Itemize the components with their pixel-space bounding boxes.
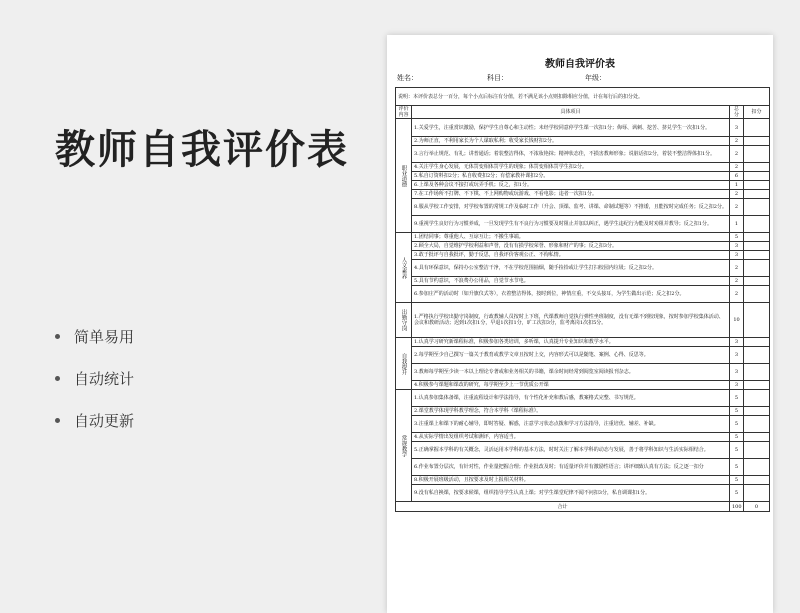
item-text: 3.言行举止规范、有礼；讲普通话；着装整洁得体，不浓妆艳抹；精神状态佳，不损害教师形象；说脏话扣2分，着装不整洁得体扣1分。 xyxy=(412,146,730,163)
item-score: 3 xyxy=(730,338,744,347)
feature-item xyxy=(55,357,134,399)
item-score: 2 xyxy=(730,137,744,146)
item-deduct[interactable] xyxy=(744,181,770,190)
item-deduct[interactable] xyxy=(744,347,770,364)
item-score: 5 xyxy=(730,476,744,485)
table-row xyxy=(396,119,770,137)
table-row xyxy=(396,286,770,303)
item-text: 4.从实际学情出发组织考试和测评，内容适当。 xyxy=(412,433,730,442)
table-row xyxy=(396,390,770,407)
item-text: 1.关爱学生，注重赏识激励，保护学生自尊心和主动性；未经学校同意停学生课一次扣1分；侮辱、讽刺、挖苦、挤兑学生一次扣1分。 xyxy=(412,119,730,137)
item-text: 6.上课及各种会议不接打或玩弄手机；反之，扣1分。 xyxy=(412,181,730,190)
feature-label: 简单易用 xyxy=(74,327,135,346)
section-category: 自我提升 xyxy=(396,338,412,390)
table-row xyxy=(396,137,770,146)
item-deduct[interactable] xyxy=(744,119,770,137)
item-score: 5 xyxy=(730,390,744,407)
item-text: 5.私自订资料扣2分；私自收费扣2分；有偿家教补课扣2分。 xyxy=(412,172,730,181)
section-category: 职业道德 xyxy=(396,119,412,233)
item-text: 4.具有环保意识，保持办公室整洁干净，不在学校范围抽烟，随手捡拾或让学生打扫校园内垃圾；反之扣2分。 xyxy=(412,260,730,277)
item-deduct[interactable] xyxy=(744,260,770,277)
item-text: 3.注重课上和课下的耐心辅导，即时答疑、解惑，注意学习状态点拨和学习方法指导，注重培优、辅差、补缺。 xyxy=(412,416,730,433)
document-title: 教师自我评价表 xyxy=(545,59,615,70)
table-row xyxy=(396,251,770,260)
item-score: 2 xyxy=(730,146,744,163)
table-row xyxy=(396,260,770,277)
feature-label: 自动统计 xyxy=(74,369,135,388)
item-deduct[interactable] xyxy=(744,251,770,260)
promo-title: 教师自我评价表 xyxy=(55,127,349,173)
item-text: 6.参加庄严的活动时（如升旗仪式等），衣着整洁得体，按时到位，神情庄重，不交头接耳，为学生做出示范；反之扣2分。 xyxy=(412,286,730,303)
item-text: 8.服从学校工作安排，对学校布置的常规工作及临时工作（升会、顶课、监考、讲课、命制试题等）不推诿，且能按时完成任务；反之扣2分。 xyxy=(412,199,730,216)
item-deduct[interactable] xyxy=(744,407,770,416)
item-score: 3 xyxy=(730,364,744,381)
feature-list xyxy=(55,315,134,441)
item-score: 2 xyxy=(730,260,744,277)
table-row xyxy=(396,181,770,190)
item-score: 1 xyxy=(730,181,744,190)
item-score: 5 xyxy=(730,407,744,416)
name-label: 姓名： xyxy=(397,74,418,82)
item-text: 9.没有私自换课，按要求候课，组织指导学生认真上课；对学生课堂纪律不闻不问扣3分，私自调课扣1分。 xyxy=(412,485,730,502)
item-score: 3 xyxy=(730,242,744,251)
item-score: 5 xyxy=(730,433,744,442)
item-score: 3 xyxy=(730,119,744,137)
bullet-icon xyxy=(55,418,60,423)
item-deduct[interactable] xyxy=(744,242,770,251)
item-score: 2 xyxy=(730,163,744,172)
item-score: 1 xyxy=(730,216,744,233)
table-row xyxy=(396,277,770,286)
total-label: 合计 xyxy=(396,502,730,512)
table-row xyxy=(396,476,770,485)
item-deduct[interactable] xyxy=(744,433,770,442)
item-text: 6.作业布置分层次，有针对性，作业量把握合理；作业批改及时；有适量评价并有激励性语言；讲评细致认真有方法；反之逐一扣分 xyxy=(412,459,730,476)
item-deduct[interactable] xyxy=(744,442,770,459)
feature-item xyxy=(55,315,134,357)
table-row xyxy=(396,416,770,433)
item-deduct[interactable] xyxy=(744,163,770,172)
bullet-icon xyxy=(55,334,60,339)
item-text: 1.认真参加集体备课，注重流程设计和学法指导，有个性化补充和教后感，教案格式完整、书写规范。 xyxy=(412,390,730,407)
item-score: 10 xyxy=(730,303,744,338)
item-score: 5 xyxy=(730,233,744,242)
item-deduct[interactable] xyxy=(744,303,770,338)
total-deduct: 0 xyxy=(744,502,770,512)
item-text: 8.积极开展班级活动，且按要求及时上报相关材料。 xyxy=(412,476,730,485)
total-row xyxy=(396,502,770,512)
item-deduct[interactable] xyxy=(744,485,770,502)
grade-label: 年级： xyxy=(585,74,606,82)
item-text: 2.为师正直，不利用家长为个人谋取私利；收受家长钱财扣2分。 xyxy=(412,137,730,146)
item-text: 4.积极参与课题和课改的研究，每学期至少上一节优质公开课 xyxy=(412,381,730,390)
item-text: 1.团结同事；尊重他人、互谅互让；不搬生事端。 xyxy=(412,233,730,242)
item-text: 9.重视学生良好行为习惯养成，一旦发现学生有不良行为习惯要及时阻止并加以纠正，遇学生违纪行为能及时劝阻并教导；反之扣1分。 xyxy=(412,216,730,233)
table-row xyxy=(396,338,770,347)
item-score: 6 xyxy=(730,172,744,181)
header-content: 具体项目 xyxy=(412,106,730,119)
item-score: 2 xyxy=(730,190,744,199)
table-row xyxy=(396,347,770,364)
item-text: 2.课堂教学体现学科教学理念，符合本学科《课程标准》。 xyxy=(412,407,730,416)
item-score: 5 xyxy=(730,416,744,433)
table-row xyxy=(396,233,770,242)
item-score: 2 xyxy=(730,286,744,303)
table-row xyxy=(396,485,770,502)
item-deduct[interactable] xyxy=(744,216,770,233)
item-deduct[interactable] xyxy=(744,233,770,242)
item-text: 5.正确掌握本学科的有关概念，灵活运用本学科的基本方法，时时关注了解本学科的动态与发展，善于将学科知识与生活实际相结合。 xyxy=(412,442,730,459)
item-text: 5.具有节约意识，不浪费办公用品，自觉节水节电。 xyxy=(412,277,730,286)
document-preview xyxy=(387,35,773,613)
item-text: 4.关注学生身心发展，无体罚变相体罚学生的现象；体罚变相体罚学生扣2分。 xyxy=(412,163,730,172)
item-deduct[interactable] xyxy=(744,190,770,199)
item-score: 2 xyxy=(730,277,744,286)
item-deduct[interactable] xyxy=(744,286,770,303)
item-deduct[interactable] xyxy=(744,146,770,163)
info-row xyxy=(395,73,765,85)
header-category: 评价内容 xyxy=(396,106,412,119)
header-deduct: 扣分 xyxy=(744,106,770,119)
item-text: 1.严格执行学校出勤守岗制度，行政教辅人员按时上下班，代课教师自觉执行弹性坐班制度，没有无课不到校现象，按时参加学校集体活动、会议和教研活动；迟到1次扣1分，早退1次扣1分，旷工次扣3分，监考离岗1次扣5分。 xyxy=(412,303,730,338)
section-category: 常规教学 xyxy=(396,390,412,502)
evaluation-table xyxy=(395,87,770,512)
item-score: 3 xyxy=(730,381,744,390)
subject-label: 科目： xyxy=(487,74,508,82)
item-deduct[interactable] xyxy=(744,476,770,485)
item-text: 3.敢于批评与自我批评，勤于反思，自我评价客观公正、不徇私情。 xyxy=(412,251,730,260)
table-row xyxy=(396,172,770,181)
table-row xyxy=(396,364,770,381)
item-deduct[interactable] xyxy=(744,381,770,390)
item-score: 2 xyxy=(730,199,744,216)
table-row xyxy=(396,381,770,390)
item-text: 7.在工作场所不打牌、不下棋、不上网购物或玩游戏、不看电影；违者一次扣1分。 xyxy=(412,190,730,199)
table-row xyxy=(396,146,770,163)
item-deduct[interactable] xyxy=(744,459,770,476)
table-row xyxy=(396,190,770,199)
section-category: 人文素养 xyxy=(396,233,412,303)
feature-item xyxy=(55,399,134,441)
total-score: 100 xyxy=(730,502,744,512)
item-score: 3 xyxy=(730,347,744,364)
item-text: 2.顾全大局，自觉维护学校利益和声誉，没有有损学校荣誉、形象和财产的事；反之扣3分。 xyxy=(412,242,730,251)
item-deduct[interactable] xyxy=(744,338,770,347)
section-category: 出勤守岗 xyxy=(396,303,412,338)
item-score: 3 xyxy=(730,251,744,260)
item-text: 3.教师每学期至少读一本以上理论专著或和业务相关的书籍，课余时间经常到阅览室阅读报刊杂志。 xyxy=(412,364,730,381)
table-row xyxy=(396,242,770,251)
bullet-icon xyxy=(55,376,60,381)
table-row xyxy=(396,303,770,338)
header-score: 总分 xyxy=(730,106,744,119)
instruction-note: 说明：本评价表总分一百分，每个小点后标注有分值，若不满足该小点则扣除相应分值，计在每行后的扣分处。 xyxy=(396,88,770,106)
item-deduct[interactable] xyxy=(744,199,770,216)
table-row xyxy=(396,199,770,216)
item-deduct[interactable] xyxy=(744,137,770,146)
item-text: 2.每学期至少自己撰写一篇关于教育或教学文章且按时上交，内容形式可以是随笔、案例、心得、反思等。 xyxy=(412,347,730,364)
table-row xyxy=(396,163,770,172)
item-score: 5 xyxy=(730,442,744,459)
item-score: 5 xyxy=(730,459,744,476)
item-deduct[interactable] xyxy=(744,364,770,381)
item-deduct[interactable] xyxy=(744,172,770,181)
item-score: 5 xyxy=(730,485,744,502)
table-row xyxy=(396,216,770,233)
item-deduct[interactable] xyxy=(744,390,770,407)
table-row xyxy=(396,407,770,416)
item-deduct[interactable] xyxy=(744,277,770,286)
feature-label: 自动更新 xyxy=(74,411,135,430)
table-row xyxy=(396,459,770,476)
table-row xyxy=(396,433,770,442)
item-deduct[interactable] xyxy=(744,416,770,433)
table-header-row xyxy=(396,106,770,119)
item-text: 1.认真学习研究新课程标准，积极参加各类培训，多听课，认真提升专业知识和教学水平。 xyxy=(412,338,730,347)
table-row xyxy=(396,442,770,459)
